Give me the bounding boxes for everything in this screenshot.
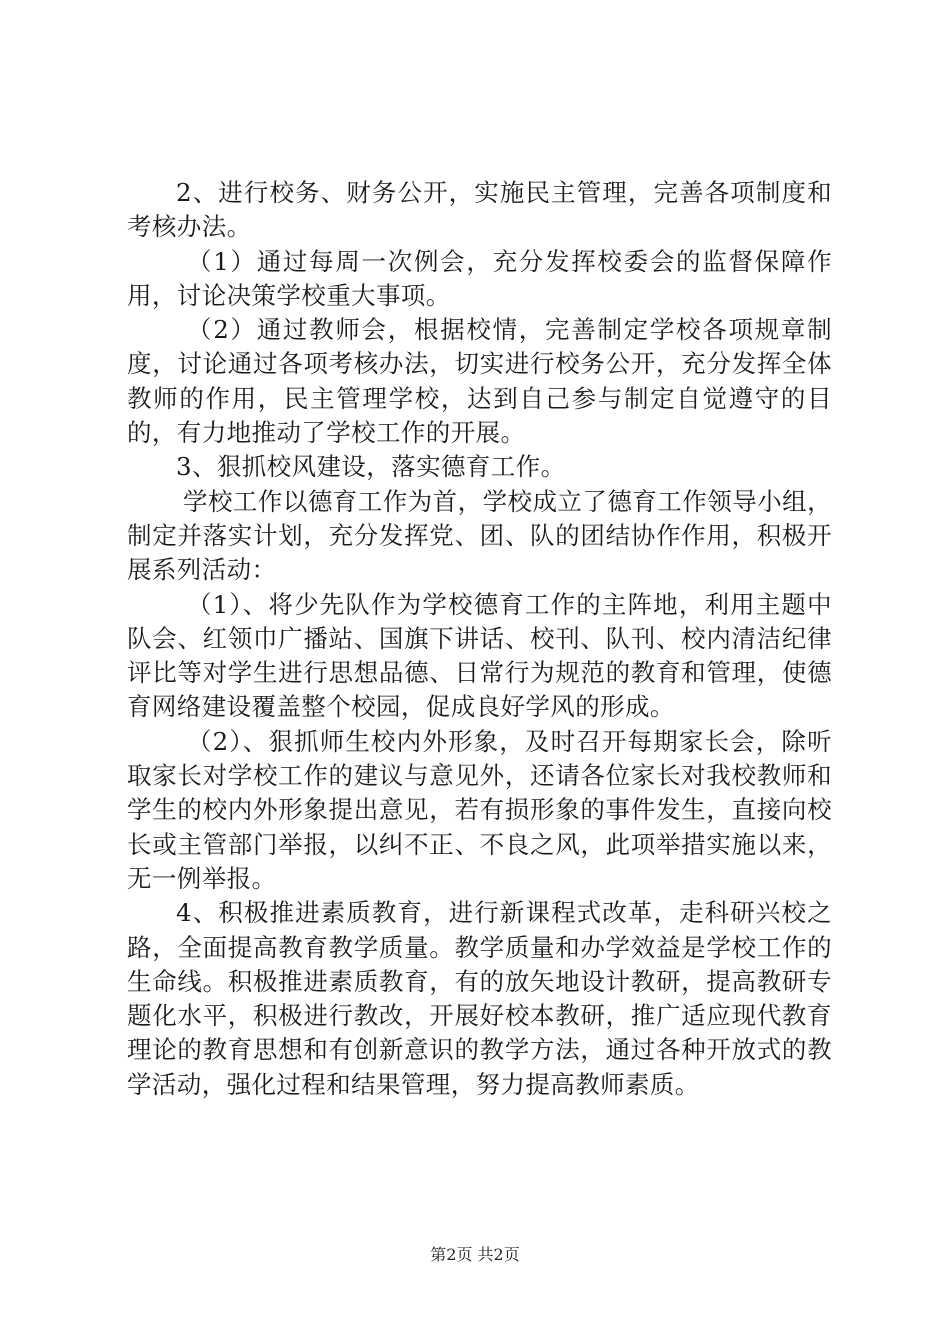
paragraph-item-3-2: （2）、狠抓师生校内外形象，及时召开每期家长会，除听取家长对学校工作的建议与意见外，还请各位家长对我校教师和学生的校内外形象提出意见，若有损形象的事件发生，直接向校长或主管部门举报，以纠不正、不良之风，此项举措实施以来，无一例举报。 — [127, 726, 832, 893]
paragraph-item-2-2: （2）通过教师会，根据校情，完善制定学校各项规章制度，讨论通过各项考核办法，切实进行校务公开，充分发挥全体教师的作用，民主管理学校，达到自己参与制定自觉遵守的目的，有力地推动了学校工作的开展。 — [127, 315, 832, 448]
page-number-footer: 第2页 共2页 — [430, 1245, 520, 1264]
paragraph-item-2: 2、进行校务、财务公开，实施民主管理，完善各项制度和考核办法。 — [127, 178, 832, 242]
paragraph-item-3-1: （1）、将少先队作为学校德育工作的主阵地，利用主题中队会、红领巾广播站、国旗下讲话、校刊、队刊、校内清洁纪律评比等对学生进行思想品德、日常行为规范的教育和管理，使德育网络建设覆盖整个校园，促成良好学风的形成。 — [127, 589, 832, 722]
paragraph-item-2-1: （1）通过每周一次例会，充分发挥校委会的监督保障作用，讨论决策学校重大事项。 — [127, 246, 832, 310]
document-body — [127, 176, 832, 1102]
paragraph-item-4: 4、积极推进素质教育，进行新课程式改革，走科研兴校之路，全面提高教育教学质量。教学质量和办学效益是学校工作的生命线。积极推进素质教育，有的放矢地设计教研，提高教研专题化水平，积极进行教改，开展好校本教研，推广适应现代教育理论的教育思想和有创新意识的教学方法，通过各种开放式的教学活动，强化过程和结果管理，努力提高教师素质。 — [127, 898, 832, 1099]
paragraph-moral-education: 学校工作以德育工作为首，学校成立了德育工作领导小组，制定并落实计划，充分发挥党、团、队的团结协作作用，积极开展系列活动： — [127, 486, 832, 585]
paragraph-item-3: 3、狠抓校风建设，落实德育工作。 — [176, 452, 566, 482]
